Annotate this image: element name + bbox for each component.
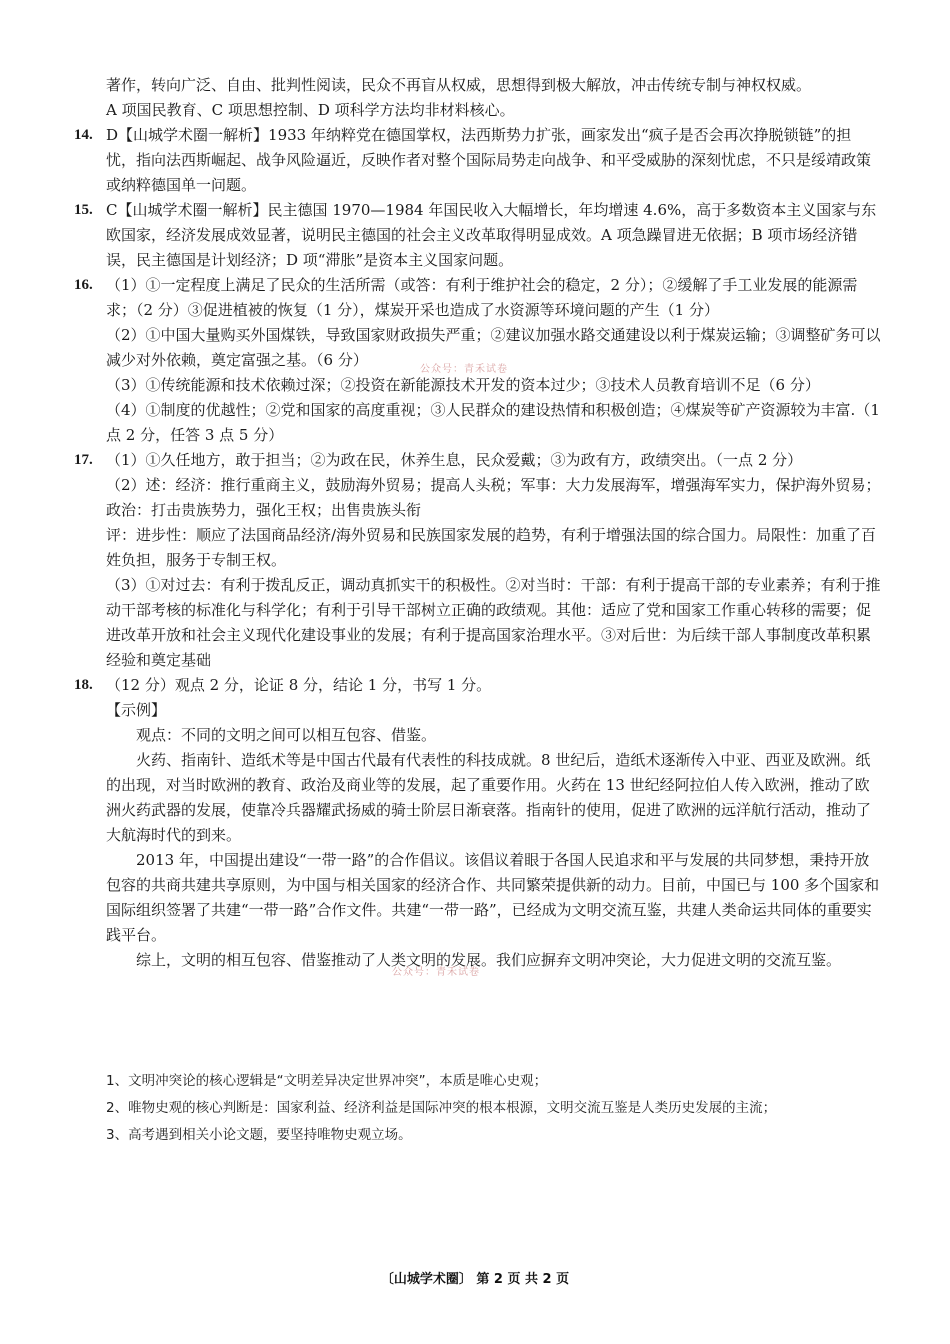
answer-18-paragraph-2: 2013 年，中国提出建设“一带一路”的合作倡议。该倡议着眼于各国人民追求和平与发展的共同梦想，秉持开放包容的共商共建共享原则，为中国与相关国家的经济合作、共同繁荣提供新的动力。目前，中国已与 100 多个国家和国际组织签署了共建“一带一路”合作文件。共建“一带一路”，已经成为文明交流互鉴，共建人类命运共同体的重要实践平台。	[106, 851, 880, 944]
answer-18-example-label: 【示例】	[106, 701, 167, 719]
answer-17	[74, 448, 881, 673]
answer-18-viewpoint: 观点：不同的文明之间可以相互包容、借鉴。	[136, 726, 437, 744]
question-number-17: 17.	[74, 452, 93, 468]
answer-14-text: D【山城学术圈一解析】1933 年纳粹党在德国掌权，法西斯势力扩张，画家发出“疯子是否会再次挣脱锁链”的担忧，指向法西斯崛起、战争风险逼近，反映作者对整个国际局势走向战争、和平受威胁的深刻忧虑，不只是绥靖政策或纳粹德国单一问题。	[106, 126, 872, 194]
continued-line-2: A 项国民教育、C 项思想控制、D 项科学方法均非材料核心。	[106, 101, 515, 119]
answer-15	[74, 198, 881, 273]
note-1: 1、文明冲突论的核心逻辑是“文明差异决定世界冲突”，本质是唯心史观；	[106, 1073, 548, 1089]
summary-notes	[106, 1068, 886, 1149]
question-number-15: 15.	[74, 202, 93, 218]
continued-line-1: 著作，转向广泛、自由、批判性阅读，民众不再盲从权威，思想得到极大解放，冲击传统专制与神权权威。	[106, 76, 812, 94]
question-number-14: 14.	[74, 127, 93, 143]
answer-17-evaluation: 评：进步性：顺应了法国商品经济/海外贸易和民族国家发展的趋势，有利于增强法国的综合国力。局限性：加重了百姓负担，服务于专制王权。	[106, 526, 877, 569]
page-footer: 〔山城学术圈〕 第 2 页 共 2 页	[380, 1272, 570, 1287]
answer-14	[74, 123, 881, 198]
answer-body	[74, 73, 881, 973]
answer-17-part-3: （3）①对过去：有利于拨乱反正，调动真抓实干的积极性。②对当时：干部：有利于提高干部的专业素养；有利于推动干部考核的标准化与科学化；有利于引导干部树立正确的政绩观。其他：适应了党和国家工作重心转移的需要；促进改革开放和社会主义现代化建设事业的发展；有利于提高国家治理水平。③对后世：为后续干部人事制度改革积累经验和奠定基础	[106, 576, 881, 669]
answer-18-conclusion: 综上，文明的相互包容、借鉴推动了人类文明的发展。我们应摒弃文明冲突论，大力促进文明的交流互鉴。	[136, 951, 842, 969]
question-number-16: 16.	[74, 277, 93, 293]
note-3: 3、高考遇到相关小论文题，要坚持唯物史观立场。	[106, 1127, 412, 1143]
watermark-1: 公众号：青禾试卷	[420, 364, 508, 375]
answer-18	[74, 673, 881, 973]
answer-18-paragraph-1: 火药、指南针、造纸术等是中国古代最有代表性的科技成就。8 世纪后，造纸术逐渐传入中亚、西亚及欧洲。纸的出现，对当时欧洲的教育、政治及商业等的发展，起了重要作用。火药在 13 世纪经阿拉伯人传入欧洲，推动了欧洲火药武器的发展，使靠冷兵器耀武扬威的骑士阶层日渐衰落。指南针的使用，促进了欧洲的远洋航行活动，推动了大航海时代的到来。	[106, 751, 872, 844]
note-2: 2、唯物史观的核心判断是：国家利益、经济利益是国际冲突的根本根源，文明交流互鉴是人类历史发展的主流；	[106, 1100, 777, 1116]
watermark-2: 公众号：青禾试卷	[392, 967, 480, 978]
answer-17-part-2: （2）述：经济：推行重商主义，鼓励海外贸易；提高人头税；军事：大力发展海军，增强海军实力，保护海外贸易；政治：打击贵族势力，强化王权；出售贵族头衔	[106, 476, 881, 519]
answer-18-scoring: （12 分）观点 2 分，论证 8 分，结论 1 分，书写 1 分。	[106, 676, 492, 694]
answer-16-part-2: （2）①中国大量购买外国煤铁，导致国家财政损失严重；②建议加强水路交通建设以利于煤炭运输；③调整矿务可以减少对外依赖，奠定富强之基。（6 分）	[106, 326, 881, 369]
answer-17-part-1: （1）①久任地方，敢于担当；②为政在民，休养生息，民众爱戴；③为政有方，政绩突出。（一点 2 分）	[106, 451, 803, 469]
answer-15-text: C【山城学术圈一解析】民主德国 1970—1984 年国民收入大幅增长，年均增速 4.6%，高于多数资本主义国家与东欧国家，经济发展成效显著，说明民主德国的社会主义改革取得明显成效。A 项急躁冒进无依据；B 项市场经济错误，民主德国是计划经济；D 项“滞胀”是资本主义国家问题。	[106, 201, 877, 269]
question-number-18: 18.	[74, 677, 93, 693]
answer-16-part-4: （4）①制度的优越性；②党和国家的高度重视；③人民群众的建设热情和积极创造；④煤炭等矿产资源较为丰富.（1 点 2 分，任答 3 点 5 分）	[106, 401, 880, 444]
answer-16-part-1: （1）①一定程度上满足了民众的生活所需（或答：有利于维护社会的稳定，2 分）；②缓解了手工业发展的能源需求；（2 分）③促进植被的恢复（1 分），煤炭开采也造成了水资源等环境问题的产生（1 分）	[106, 276, 858, 319]
answer-16-part-3: （3）①传统能源和技术依赖过深；②投资在新能源技术开发的资本过少；③技术人员教育培训不足（6 分）	[106, 376, 820, 394]
